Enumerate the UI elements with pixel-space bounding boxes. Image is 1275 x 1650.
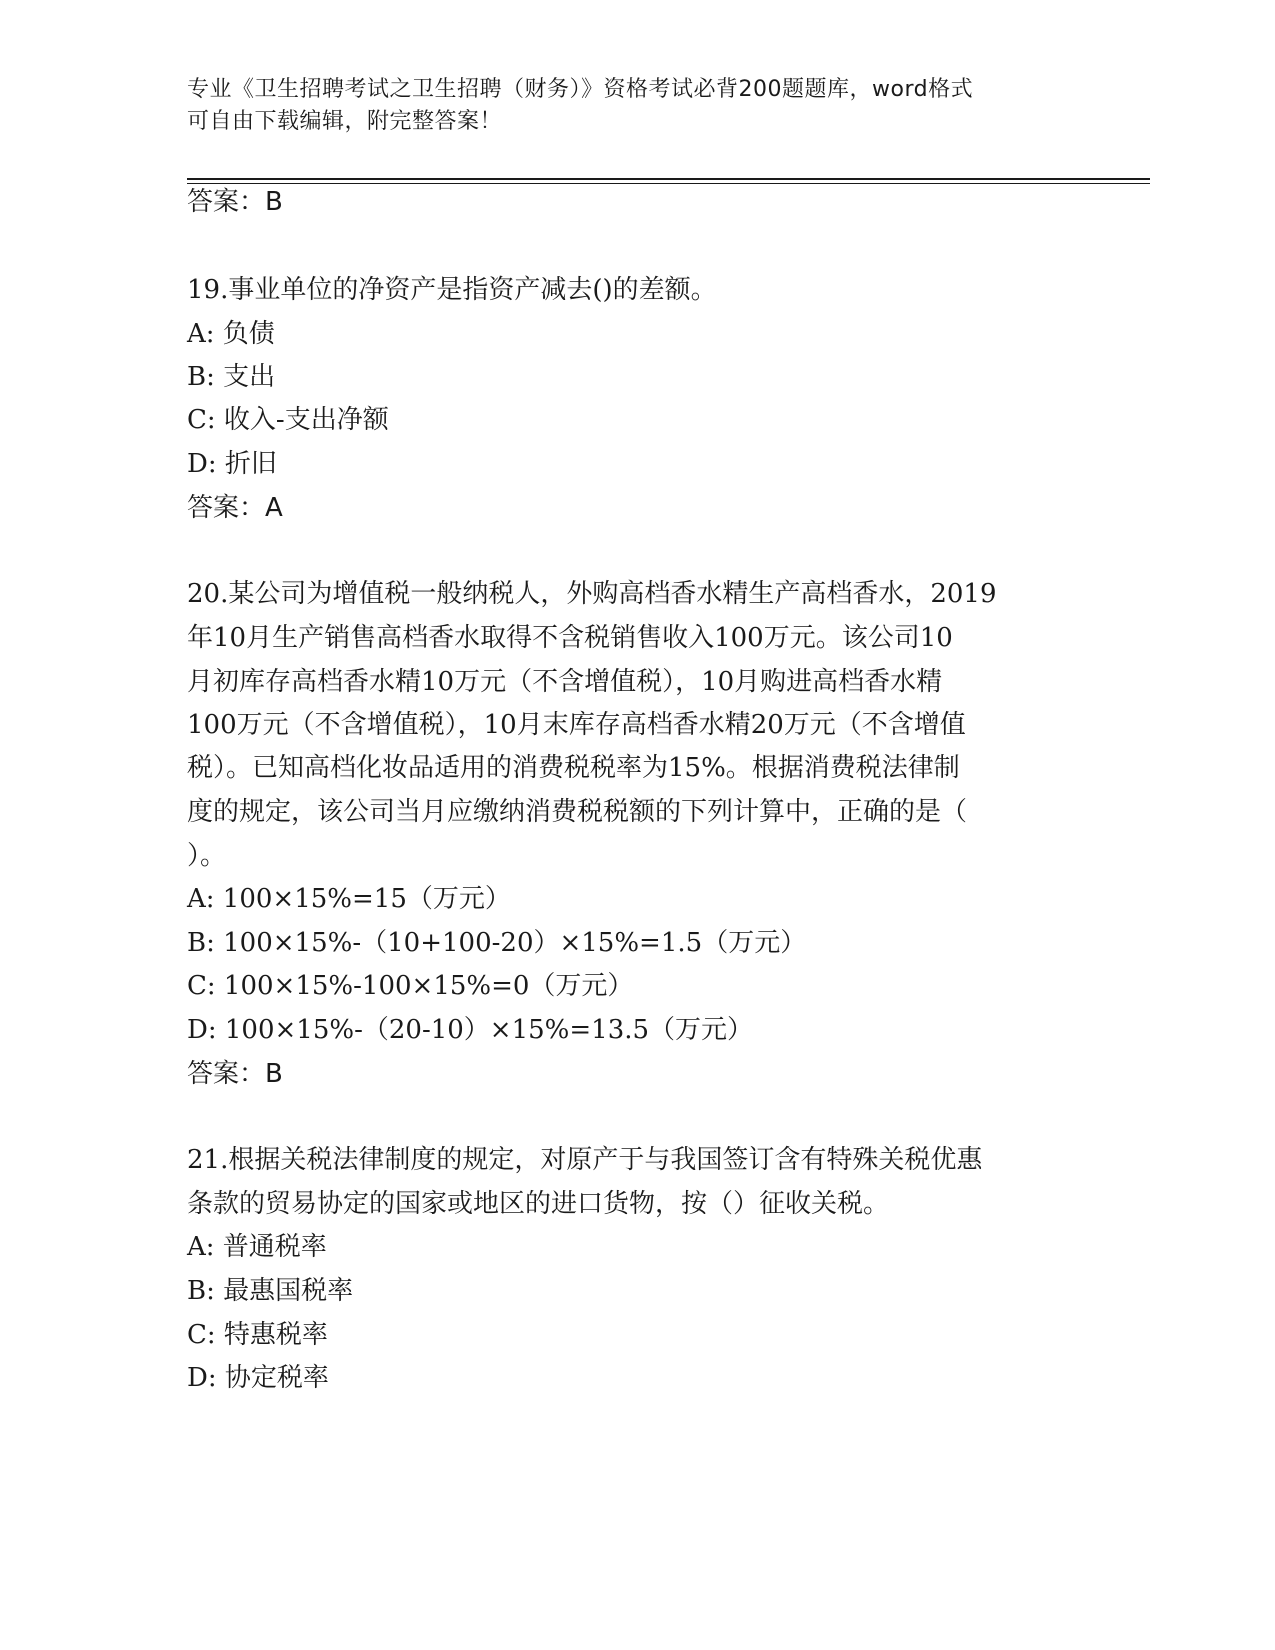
question-20-text-line-3: 月初库存高档香水精10万元（不含增值税），10月购进高档香水精 bbox=[187, 667, 943, 697]
question-20-text-line-1: 20.某公司为增值税一般纳税人，外购高档香水精生产高档香水，2019 bbox=[187, 579, 997, 609]
header-divider-thick bbox=[187, 178, 1150, 180]
question-20-option-d: D: 100×15%-（20-10）×15%=13.5（万元） bbox=[187, 1015, 754, 1045]
question-21-option-b: B: 最惠国税率 bbox=[187, 1276, 354, 1306]
question-20-option-a: A: 100×15%=15（万元） bbox=[187, 884, 511, 914]
header-divider-thin bbox=[187, 183, 1150, 184]
question-21-text-line-1: 21.根据关税法律制度的规定，对原产于与我国签订含有特殊关税优惠 bbox=[187, 1145, 983, 1175]
question-20-text-line-7: ）。 bbox=[187, 841, 227, 871]
question-20-option-b: B: 100×15%-（10+100-20）×15%=1.5（万元） bbox=[187, 928, 807, 958]
document-header bbox=[187, 74, 1087, 138]
question-20-option-c: C: 100×15%-100×15%=0（万元） bbox=[187, 971, 634, 1001]
question-19-option-d: D: 折旧 bbox=[187, 449, 277, 479]
question-20-text-line-2: 年10月生产销售高档香水取得不含税销售收入100万元。该公司10 bbox=[187, 623, 953, 653]
question-19-text: 19.事业单位的净资产是指资产减去()的差额。 bbox=[187, 275, 717, 305]
question-21-text-line-2: 条款的贸易协定的国家或地区的进口货物，按（）征收关税。 bbox=[187, 1189, 890, 1219]
question-21-option-c: C: 特惠税率 bbox=[187, 1320, 328, 1350]
question-21-option-d: D: 协定税率 bbox=[187, 1363, 329, 1393]
question-20-answer: 答案：B bbox=[187, 1059, 283, 1089]
header-line-2: 可自由下载编辑，附完整答案！ bbox=[187, 109, 503, 134]
question-19-option-a: A: 负债 bbox=[187, 319, 275, 349]
question-20-text-line-4: 100万元（不含增值税），10月末库存高档香水精20万元（不含增值 bbox=[187, 710, 966, 740]
question-20-text-line-6: 度的规定，该公司当月应缴纳消费税税额的下列计算中，正确的是（ bbox=[187, 797, 968, 827]
question-19-option-b: B: 支出 bbox=[187, 362, 276, 392]
question-19-option-c: C: 收入-支出净额 bbox=[187, 405, 389, 435]
question-20-text-line-5: 税）。已知高档化妆品适用的消费税税率为15%。根据消费税法律制 bbox=[187, 753, 960, 783]
question-21-option-a: A: 普通税率 bbox=[187, 1232, 327, 1262]
header-line-1: 专业《卫生招聘考试之卫生招聘（财务）》资格考试必背200题题库，word格式 bbox=[187, 77, 974, 102]
question-19-answer: 答案：A bbox=[187, 493, 283, 523]
previous-answer: 答案：B bbox=[187, 187, 283, 217]
